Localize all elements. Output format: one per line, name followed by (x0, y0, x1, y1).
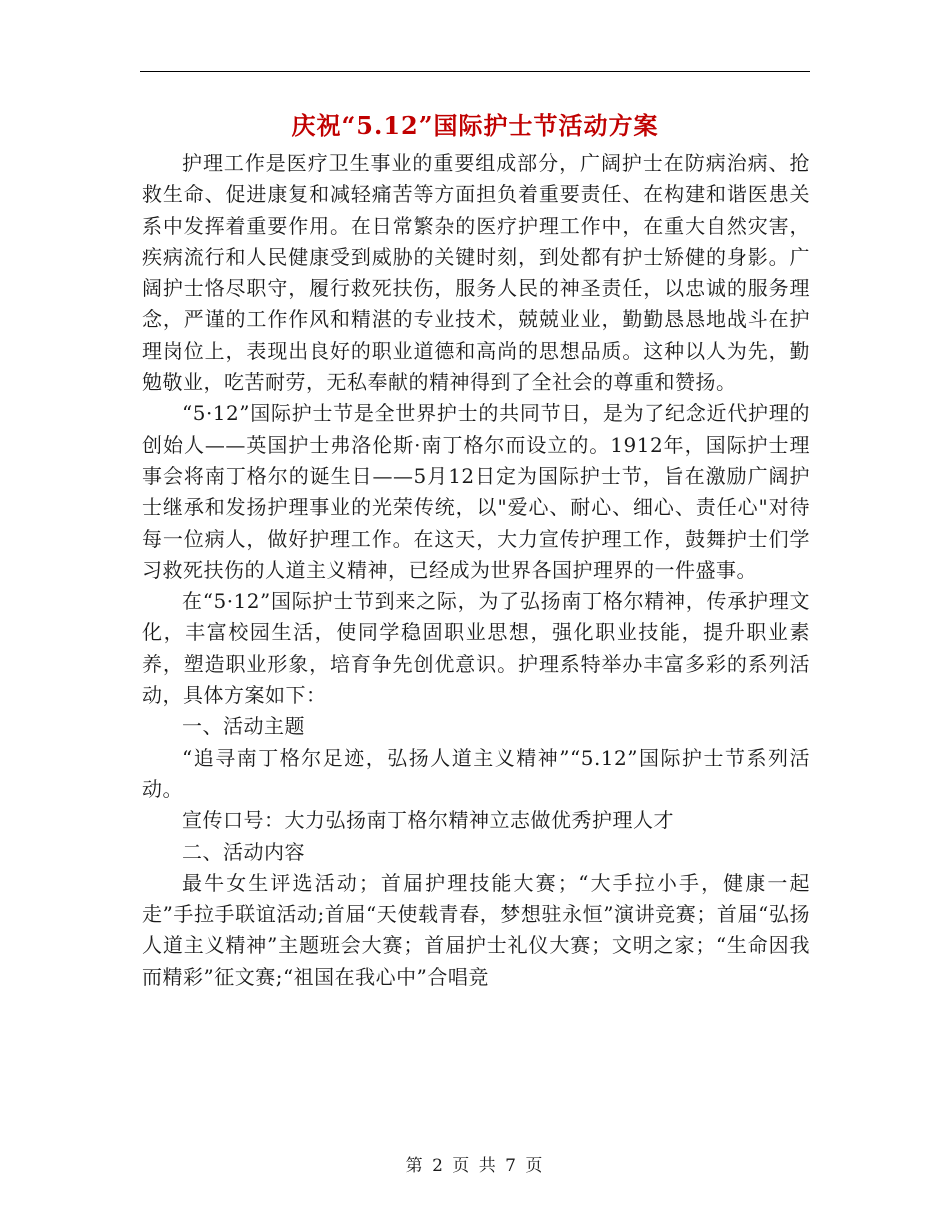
section-heading-content: 二、活动内容 (182, 839, 305, 864)
page-footer: 第 2 页 共 7 页 (405, 1156, 545, 1176)
paragraph-purpose: 在“5·12”国际护士节到来之际，为了弘扬南丁格尔精神，传承护理文化，丰富校园生活，使同学稳固职业思想，强化职业技能，提升职业素养，塑造职业形象，培育争先创优意识。护理系特举办丰富多彩的系列活动，具体方案如下： (142, 589, 810, 708)
header-rule (140, 71, 810, 72)
paragraph-activities: 最牛女生评选活动；首届护理技能大赛；“大手拉小手，健康一起走”手拉手联谊活动;首届“天使载青春，梦想驻永恒”演讲竞赛；首届“弘扬人道主义精神”主题班会大赛；首届护士礼仪大赛；文明之家；“生命因我而精彩”征文赛;“祖国在我心中”合唱竞 (142, 870, 810, 989)
document-title: 庆祝“5.12”国际护士节活动方案 (291, 111, 659, 140)
paragraph-history: “5·12”国际护士节是全世界护士的共同节日，是为了纪念近代护理的创始人——英国护士弗洛伦斯·南丁格尔而设立的。1912年，国际护士理事会将南丁格尔的诞生日——5月12日定为国际护士节，旨在激励广阔护士继承和发扬护理事业的光荣传统，以"爱心、耐心、细心、责任心"对待每一位病人，做好护理工作。在这天，大力宣传护理工作，鼓舞护士们学习救死扶伤的人道主义精神，已经成为世界各国护理界的一件盛事。 (142, 401, 810, 582)
paragraph-intro: 护理工作是医疗卫生事业的重要组成部分，广阔护士在防病治病、抢救生命、促进康复和减轻痛苦等方面担负着重要责任、在构建和谐医患关系中发挥着重要作用。在日常繁杂的医疗护理工作中，在重大自然灾害，疾病流行和人民健康受到威胁的关键时刻，到处都有护士矫健的身影。广阔护士恪尽职守，履行救死扶伤，服务人民的神圣责任，以忠诚的服务理念，严谨的工作作风和精湛的专业技术，兢兢业业，勤勤恳恳地战斗在护理岗位上，表现出良好的职业道德和高尚的思想品质。这种以人为先，勤勉敬业，吃苦耐劳，无私奉献的精神得到了全社会的尊重和赞扬。 (142, 151, 810, 395)
paragraph-theme: “追寻南丁格尔足迹，弘扬人道主义精神”“5.12”国际护士节系列活动。 (142, 745, 810, 801)
document-body (142, 148, 810, 993)
paragraph-slogan: 宣传口号：大力弘扬南丁格尔精神立志做优秀护理人才 (182, 808, 674, 833)
section-heading-theme: 一、活动主题 (182, 714, 305, 739)
